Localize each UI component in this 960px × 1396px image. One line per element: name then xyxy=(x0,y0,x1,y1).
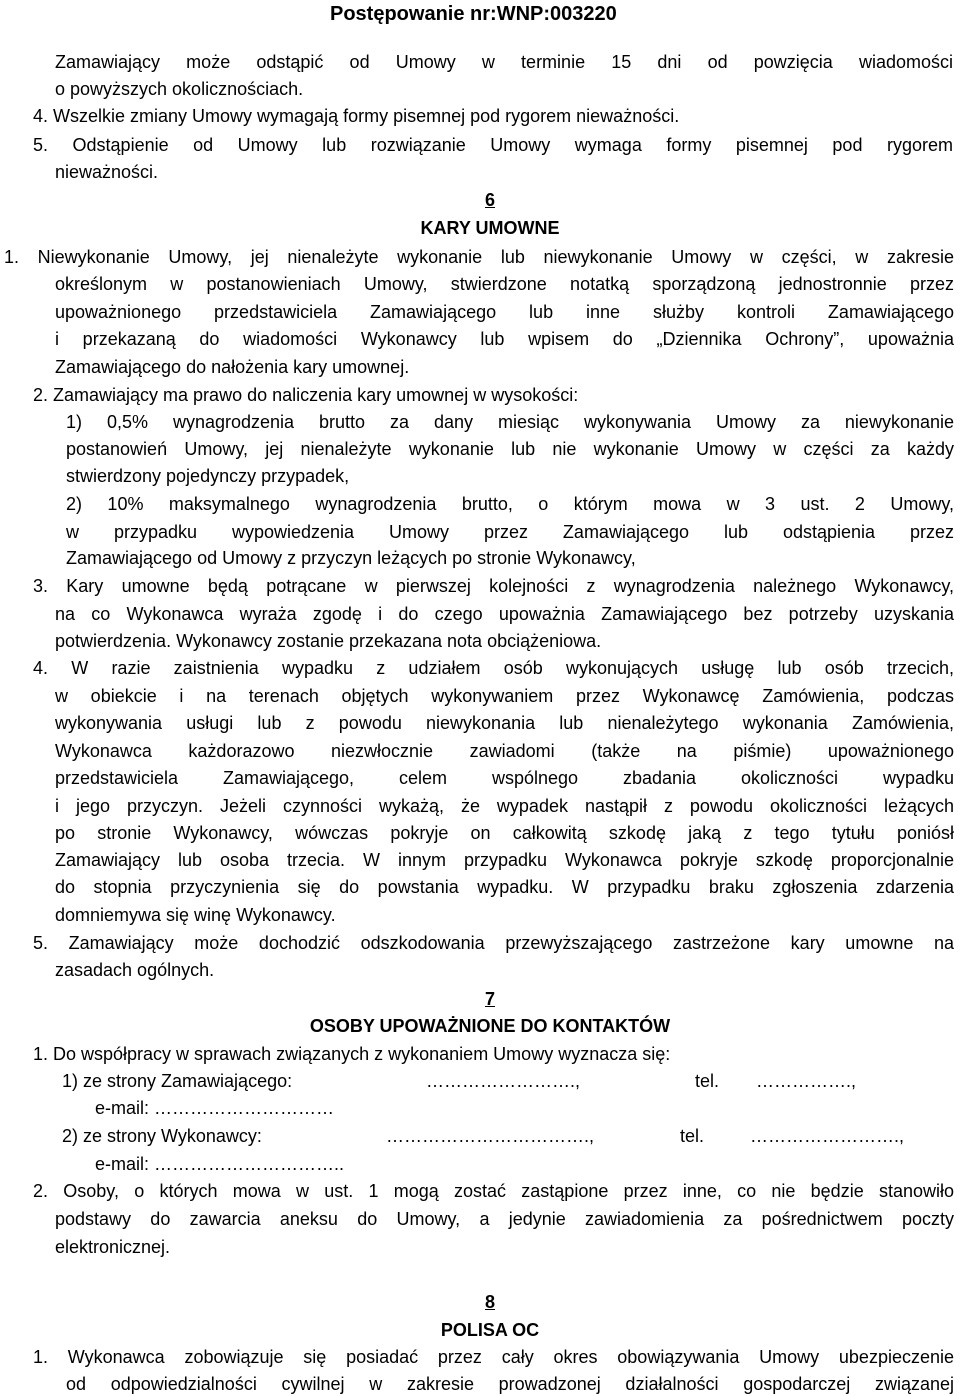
top-line-4: 5. Odstąpienie od Umowy lub rozwiązanie Umowy wymaga formy pisemnej pod rygorem xyxy=(33,135,953,155)
s6-p1-line-1: 1. Niewykonanie Umowy, jej nienależyte wykonanie lub niewykonanie Umowy w części, w zakresie xyxy=(4,247,954,267)
s7-item1-email: e-mail: ………………………… xyxy=(95,1098,335,1118)
s6-p5-line-1: 5. Zamawiający może dochodzić odszkodowania przewyższającego zastrzeżone kary umowne na xyxy=(33,933,954,953)
s6-p4-line-3: wykonywania usługi lub z powodu niewykonania lub nienależytego wykonania Zamówienia, xyxy=(55,713,954,733)
s6-p4-line-5: przedstawiciela Zamawiającego, celem wspólnego zbadania okoliczności wypadku xyxy=(55,768,954,788)
s6-p1-line-5: Zamawiającego do nałożenia kary umownej. xyxy=(55,357,410,377)
s6-p3-line-1: 3. Kary umowne będą potrącane w pierwszej kolejności z wynagrodzenia należnego Wykonawcy, xyxy=(33,576,954,596)
s6-p2: 2. Zamawiający ma prawo do naliczenia kary umownej w wysokości: xyxy=(33,385,579,405)
s7-item2-dots-2: ……………………., xyxy=(750,1126,905,1146)
top-line-1: Zamawiający może odstąpić od Umowy w terminie 15 dni od powzięcia wiadomości xyxy=(55,52,953,72)
s6-p4-line-1: 4. W razie zaistnienia wypadku z udziałem osób wykonujących usługę lub osób trzecich, xyxy=(33,658,954,678)
s7-item1-dots-2: ……………., xyxy=(756,1071,857,1091)
s7-p2-line-3: elektronicznej. xyxy=(55,1237,171,1257)
s7-item1-tel: tel. xyxy=(695,1071,720,1091)
s6-p4-line-2: w obiekcie i na terenach objętych wykonywaniem przez Wykonawcę Zamówienia, podczas xyxy=(55,686,954,706)
s6-p2-item1-line-1: 1) 0,5% wynagrodzenia brutto za dany miesiąc wykonywania Umowy za niewykonanie xyxy=(66,412,954,432)
page-header-title: Postępowanie nr:WNP:003220 xyxy=(330,3,617,25)
s6-p4-line-10: domniemywa się winę Wykonawcy. xyxy=(55,905,336,925)
s6-p1-line-3: upoważnionego przedstawiciela Zamawiającego lub inne służby kontroli Zamawiającego xyxy=(55,302,954,322)
s6-p2-item2-line-1: 2) 10% maksymalnego wynagrodzenia brutto, o którym mowa w 3 ust. 2 Umowy, xyxy=(66,494,954,514)
s6-p4-line-7: po stronie Wykonawcy, wówczas pokryje on całkowitą szkodę jaką z tego tytułu poniósł xyxy=(55,823,954,843)
section-8-number: 8 xyxy=(484,1292,495,1312)
s6-p5-line-2: zasadach ogólnych. xyxy=(55,960,215,980)
s8-p1-line-1: 1. Wykonawca zobowiązuje się posiadać przez cały okres obowiązywania Umowy ubezpieczenie xyxy=(33,1347,954,1367)
s6-p4-line-6: i jego przyczyn. Jeżeli czynności wykażą, że wypadek nastąpił z powodu okoliczności leżących xyxy=(55,796,954,816)
top-line-3: 4. Wszelkie zmiany Umowy wymagają formy pisemnej pod rygorem nieważności. xyxy=(33,106,680,126)
s7-item2-label: 2) ze strony Wykonawcy: xyxy=(62,1126,262,1146)
s6-p2-item1-line-3: stwierdzony pojedynczy przypadek, xyxy=(66,466,350,486)
s6-p3-line-2: na co Wykonawca wyraża zgodę i do czego upoważnia Zamawiającego bez potrzeby uzyskania xyxy=(55,604,954,624)
section-7-title: OSOBY UPOWAŻNIONE DO KONTAKTÓW xyxy=(309,1016,671,1036)
s7-item1-label: 1) ze strony Zamawiającego: xyxy=(62,1071,293,1091)
s6-p2-item2-line-3: Zamawiającego od Umowy z przyczyn leżących po stronie Wykonawcy, xyxy=(66,548,636,568)
s6-p4-line-8: Zamawiający lub osoba trzecia. W innym przypadku Wykonawca pokryje szkodę proporcjonalnie xyxy=(55,850,954,870)
s7-item2-dots-1: ……………………………., xyxy=(386,1126,595,1146)
s6-p2-item2-line-2: w przypadku wypowiedzenia Umowy przez Zamawiającego lub odstąpienia przez xyxy=(66,522,954,542)
s6-p1-line-2: określonym w postanowieniach Umowy, stwierdzone notatką sporządzoną jednostronnie przez xyxy=(55,274,954,294)
s7-item1-dots-1: ……………………., xyxy=(426,1071,581,1091)
s6-p3-line-3: potwierdzenia. Wykonawcy zostanie przekazana nota obciążeniowa. xyxy=(55,631,602,651)
s8-p1-line-2: od odpowiedzialności cywilnej w zakresie prowadzonej działalności gospodarczej związanej xyxy=(66,1374,954,1394)
s6-p4-line-9: do stopnia przyczynienia się do powstania wypadku. W przypadku braku zgłoszenia zdarzenia xyxy=(55,877,954,897)
s7-p2-line-2: podstawy do zawarcia aneksu do Umowy, a jedynie zawiadomienia za pośrednictwem poczty xyxy=(55,1209,954,1229)
section-7-number: 7 xyxy=(484,989,495,1009)
s7-p1: 1. Do współpracy w sprawach związanych z wykonaniem Umowy wyznacza się: xyxy=(33,1044,671,1064)
section-8-title: POLISA OC xyxy=(440,1320,540,1340)
s7-item2-tel: tel. xyxy=(680,1126,705,1146)
s6-p1-line-4: i przekazaną do wiadomości Wykonawcy lub wpisem do „Dziennika Ochrony”, upoważnia xyxy=(55,329,954,349)
top-line-5: nieważności. xyxy=(55,162,159,182)
s7-p2-line-1: 2. Osoby, o których mowa w ust. 1 mogą zostać zastąpione przez inne, co nie będzie stanowiło xyxy=(33,1181,954,1201)
s6-p2-item1-line-2: postanowień Umowy, jej nienależyte wykonanie lub nie wykonanie Umowy w części za każdy xyxy=(66,439,954,459)
section-6-title: KARY UMOWNE xyxy=(420,218,560,238)
top-line-2: o powyższych okolicznościach. xyxy=(55,79,304,99)
s7-item2-email: e-mail: ………………………….. xyxy=(95,1154,345,1174)
section-6-number: 6 xyxy=(484,190,495,210)
s6-p4-line-4: Wykonawca każdorazowo niezwłocznie zawiadomi (także na piśmie) upoważnionego xyxy=(55,741,954,761)
